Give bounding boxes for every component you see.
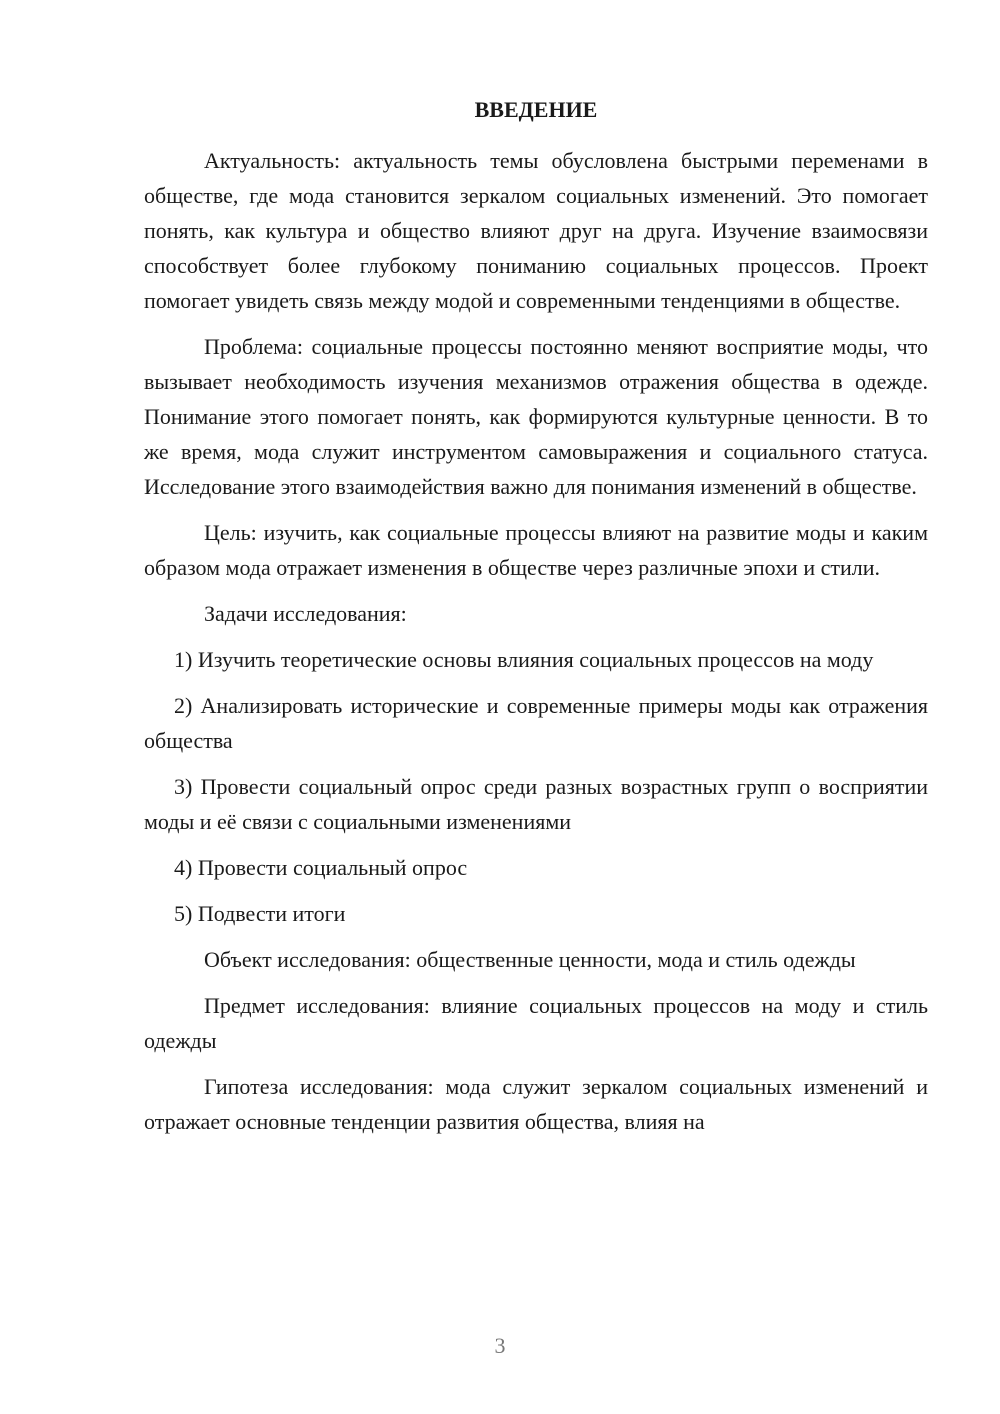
tasks-heading: Задачи исследования: <box>204 601 407 626</box>
task-item: 2) Анализировать исторические и современные примеры моды как отражения общества <box>144 693 928 753</box>
hypothesis-paragraph: Гипотеза исследования: мода служит зеркалом социальных изменений и отражает основные тенденции развития общества, влияя на <box>144 1074 928 1134</box>
document-page <box>144 92 928 1150</box>
page-number: 3 <box>494 1333 506 1358</box>
subject-paragraph: Предмет исследования: влияние социальных процессов на моду и стиль одежды <box>144 993 928 1053</box>
goal-paragraph: Цель: изучить, как социальные процессы влияют на развитие моды и каким образом мода отражает изменения в обществе через различные эпохи и стили. <box>144 520 928 580</box>
task-item: 5) Подвести итоги <box>174 901 346 926</box>
page-title: ВВЕДЕНИЕ <box>474 97 598 122</box>
task-item: 4) Провести социальный опрос <box>174 855 468 880</box>
task-list <box>144 642 928 931</box>
task-item: 3) Провести социальный опрос среди разных возрастных групп о восприятии моды и её связи с социальными изменениями <box>144 774 928 834</box>
relevance-paragraph: Актуальность: актуальность темы обусловлена быстрыми переменами в обществе, где мода становится зеркалом социальных изменений. Это помогает понять, как культура и общество влияют друг на друга. Изучение взаимосвязи способствует более глубокому пониманию социальных процессов. Проект помогает увидеть связь между модой и современными тенденциями в обществе. <box>144 148 928 313</box>
object-paragraph: Объект исследования: общественные ценности, мода и стиль одежды <box>204 947 856 972</box>
problem-paragraph: Проблема: социальные процессы постоянно меняют восприятие моды, что вызывает необходимость изучения механизмов отражения общества в одежде. Понимание этого помогает понять, как формируются культурные ценности. В то же время, мода служит инструментом самовыражения и социального статуса. Исследование этого взаимодействия важно для понимания изменений в обществе. <box>144 334 928 499</box>
task-item: 1) Изучить теоретические основы влияния социальных процессов на моду <box>174 647 874 672</box>
